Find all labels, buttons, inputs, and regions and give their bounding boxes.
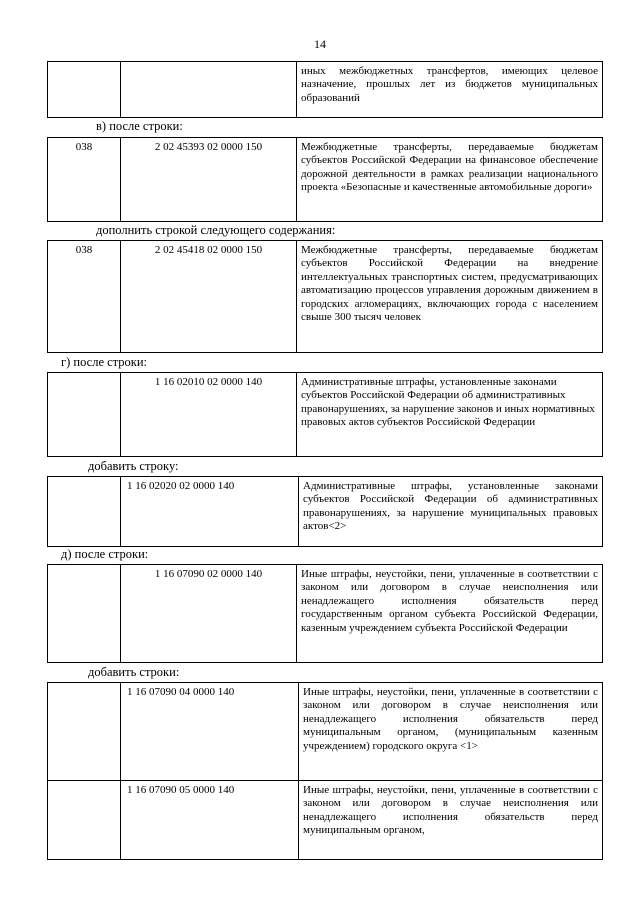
description-cell: Межбюджетные трансферты, передаваемые бюджетам субъектов Российской Федерации на внедрение интеллектуальных транспортных систем, предусматривающих автоматизацию процессов управления дорожным движением в городских агломерациях, включающих города с населением свыше 300 тысяч человек xyxy=(297,241,603,353)
description-cell: Иные штрафы, неустойки, пени, уплаченные в соответствии с законом или договором в случае неисполнения или ненадлежащего исполнения обязательств перед муниципальным органом, (муниципальным казенным учреждением) городского округа <1> xyxy=(299,683,603,781)
table-block-g xyxy=(47,372,603,457)
admin-code-cell xyxy=(48,683,121,781)
table-row xyxy=(48,781,603,860)
caption-add-row-content: дополнить строкой следующего содержания: xyxy=(96,223,336,237)
admin-code-cell: 038 xyxy=(48,138,121,222)
table-row xyxy=(48,373,603,457)
caption-d-after-row: д) после строки: xyxy=(61,547,149,561)
description-cell: иных межбюджетных трансфертов, имеющих целевое назначение, прошлых лет из бюджетов муниципальных образований xyxy=(297,62,603,118)
table-row xyxy=(48,241,603,353)
table-row xyxy=(48,565,603,663)
admin-code-cell xyxy=(48,781,121,860)
table-row xyxy=(48,62,603,118)
description-cell: Административные штрафы, установленные законами субъектов Российской Федерации об административных правонарушениях, за нарушение законов и иных нормативных правовых актов субъектов Российской Федерации xyxy=(297,373,603,457)
revenue-code-cell xyxy=(121,62,297,118)
table-row xyxy=(48,683,603,781)
table-block-continuation xyxy=(47,61,603,118)
revenue-code-cell: 1 16 07090 04 0000 140 xyxy=(121,683,299,781)
revenue-code-cell: 1 16 02020 02 0000 140 xyxy=(121,477,299,547)
caption-add-row: добавить строку: xyxy=(88,459,179,473)
description-cell: Межбюджетные трансферты, передаваемые бюджетам субъектов Российской Федерации на финансовое обеспечение дорожной деятельности в рамках реализации национального проекта «Безопасные и качественные автомобильные дороги» xyxy=(297,138,603,222)
caption-add-rows: добавить строки: xyxy=(88,665,180,679)
table-block-g-add xyxy=(47,476,603,547)
revenue-code-cell: 1 16 02010 02 0000 140 xyxy=(121,373,297,457)
description-cell: Административные штрафы, установленные законами субъектов Российской Федерации об административных правонарушениях, за нарушение муниципальных правовых актов<2> xyxy=(299,477,603,547)
caption-v-after-row: в) после строки: xyxy=(96,119,183,133)
description-cell: Иные штрафы, неустойки, пени, уплаченные в соответствии с законом или договором в случае неисполнения или ненадлежащего исполнения обязательств перед государственным органом субъекта Российской Федерации, казенным учреждением субъекта Российской Федерации xyxy=(297,565,603,663)
admin-code-cell xyxy=(48,373,121,457)
page-number: 14 xyxy=(314,37,326,51)
table-block-v xyxy=(47,137,603,222)
description-cell: Иные штрафы, неустойки, пени, уплаченные в соответствии с законом или договором в случае неисполнения или ненадлежащего исполнения обязательств перед муниципальным органом, xyxy=(299,781,603,860)
revenue-code-cell: 2 02 45418 02 0000 150 xyxy=(121,241,297,353)
table-block-v-add xyxy=(47,240,603,353)
revenue-code-cell: 1 16 07090 02 0000 140 xyxy=(121,565,297,663)
caption-g-after-row: г) после строки: xyxy=(61,355,148,369)
revenue-code-cell: 2 02 45393 02 0000 150 xyxy=(121,138,297,222)
table-block-d xyxy=(47,564,603,663)
table-block-d-add xyxy=(47,682,603,860)
admin-code-cell xyxy=(48,62,121,118)
revenue-code-cell: 1 16 07090 05 0000 140 xyxy=(121,781,299,860)
admin-code-cell xyxy=(48,565,121,663)
table-row xyxy=(48,477,603,547)
admin-code-cell: 038 xyxy=(48,241,121,353)
admin-code-cell xyxy=(48,477,121,547)
table-row xyxy=(48,138,603,222)
